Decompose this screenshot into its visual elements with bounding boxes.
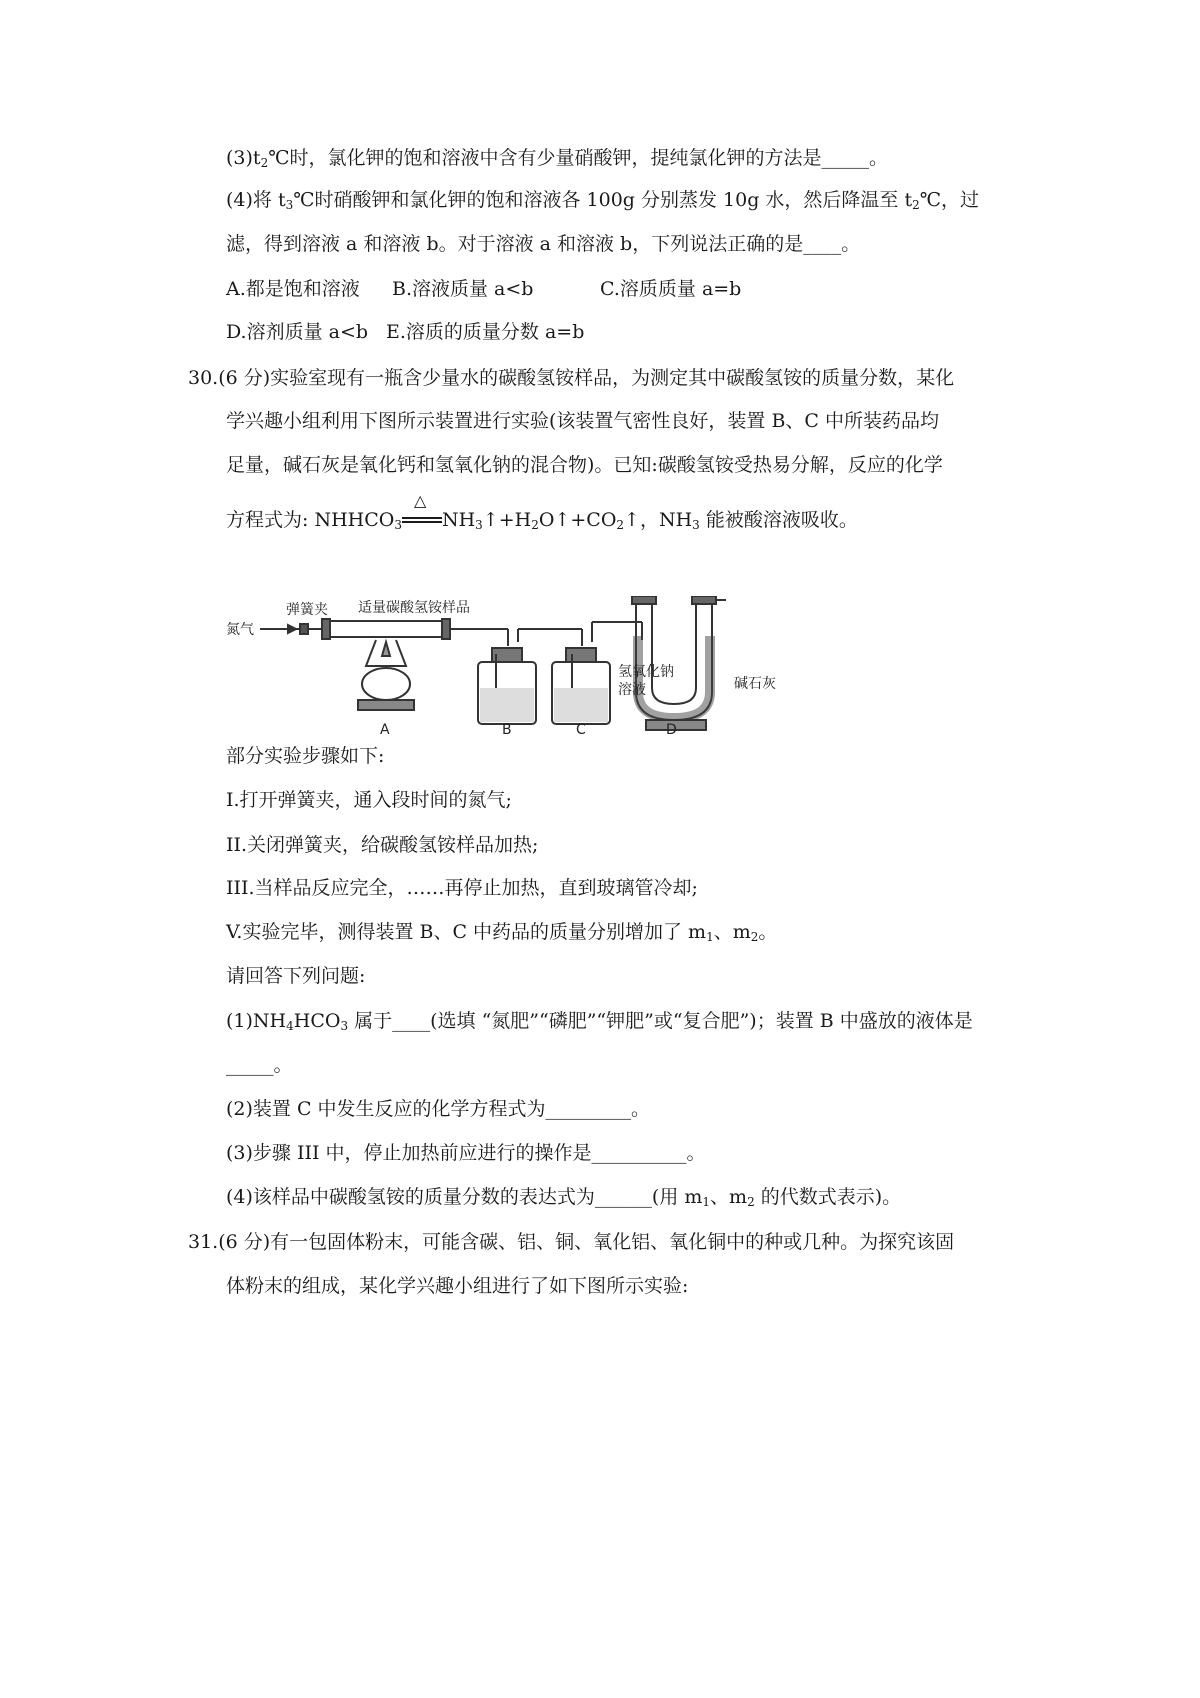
q30-line2: 学兴趣小组利用下图所示装置进行实验(该装置气密性良好，装置 B、C 中所装药品均 xyxy=(226,410,939,432)
q29-item3: $(3)t_2℃$时，氯化钾的饱和溶液中含有少量硝酸钾，提纯氯化钾的方法是_____。 xyxy=(226,147,888,170)
option-b: B.溶液质量 a<b xyxy=(392,278,534,300)
answer-3: (3)步骤 III 中，停止加热前应进行的操作是__________。 xyxy=(226,1142,706,1164)
q29-item4-line1: (4)将 $t_3℃$时硝酸钾和氯化钾的饱和溶液各 100g 分别蒸发 10g 水，然后降温至 $t_2℃$，过 xyxy=(226,189,979,212)
q29-item4-line2: 滤，得到溶液 a 和溶液 b。对于溶液 a 和溶液 b，下列说法正确的是____。 xyxy=(226,233,861,255)
step-5: V.实验完毕，测得装置 B、C 中药品的质量分别增加了 $m_1$、$m_2$。 xyxy=(226,921,778,944)
label-clamp: 弹簧夹 xyxy=(286,602,328,618)
label-nitrogen: 氮气 xyxy=(226,622,254,638)
ask-line: 请回答下列问题: xyxy=(226,965,366,987)
label-soda-lime: 碱石灰 xyxy=(734,676,776,692)
option-e: E.溶质的质量分数 a=b xyxy=(386,321,585,343)
option-a: A.都是饱和溶液 xyxy=(226,278,360,300)
q31-line2: 体粉末的组成，某化学兴趣小组进行了如下图所示实验: xyxy=(226,1275,689,1297)
q30-line1: 30.(6 分)实验室现有一瓶含少量水的碳酸氢铵样品，为测定其中碳酸氢铵的质量分数，某化 xyxy=(188,367,955,389)
step-3: III.当样品反应完全，……再停止加热，直到玻璃管冷却; xyxy=(226,877,698,899)
answer-1: $(1)NH_4HCO_3$ 属于____(选填 “氮肥”“磷肥”“钾肥”或“复合肥”)；装置 B 中盛放的液体是 xyxy=(226,1010,973,1033)
steps-intro: 部分实验步骤如下: xyxy=(226,745,385,767)
label-c: C xyxy=(576,722,586,738)
q30-line3: 足量，碱石灰是氧化钙和氢氧化钠的混合物)。已知:碳酸氢铵受热易分解，反应的化学 xyxy=(226,454,943,476)
option-d: D.溶剂质量 a<b xyxy=(226,321,369,343)
label-b: B xyxy=(502,722,512,738)
label-a: A xyxy=(380,722,390,738)
answer-2: (2)装置 C 中发生反应的化学方程式为_________。 xyxy=(226,1098,651,1120)
q30-equation: 方程式为: $NHHCO_3$ △ $NH_3↑+H_2O↑+CO_2↑$，$NH_3$ 能被酸溶液吸收。 xyxy=(226,491,858,532)
q31-line1: 31.(6 分)有一包固体粉末，可能含碳、铝、铜、氧化铝、氧化铜中的种或几种。为探究该固 xyxy=(188,1231,955,1253)
label-sample: 适量碳酸氢铵样品 xyxy=(358,600,470,616)
answer-4: (4)该样品中碳酸氢铵的质量分数的表达式为______(用 $m_1$、$m_2$ 的代数式表示)。 xyxy=(226,1186,902,1209)
heat-equals-sign: △ xyxy=(402,510,442,530)
step-1: I.打开弹簧夹，通入段时间的氮气; xyxy=(226,789,512,811)
label-d: D xyxy=(666,722,677,738)
answer-1-cont: _____。 xyxy=(226,1054,293,1076)
label-naoh-2: 溶液 xyxy=(618,682,646,698)
label-naoh-1: 氢氧化钠 xyxy=(618,664,674,680)
step-2: II.关闭弹簧夹，给碳酸氢铵样品加热; xyxy=(226,834,539,856)
option-c: C.溶质质量 a=b xyxy=(600,278,742,300)
apparatus-figure xyxy=(226,596,830,738)
